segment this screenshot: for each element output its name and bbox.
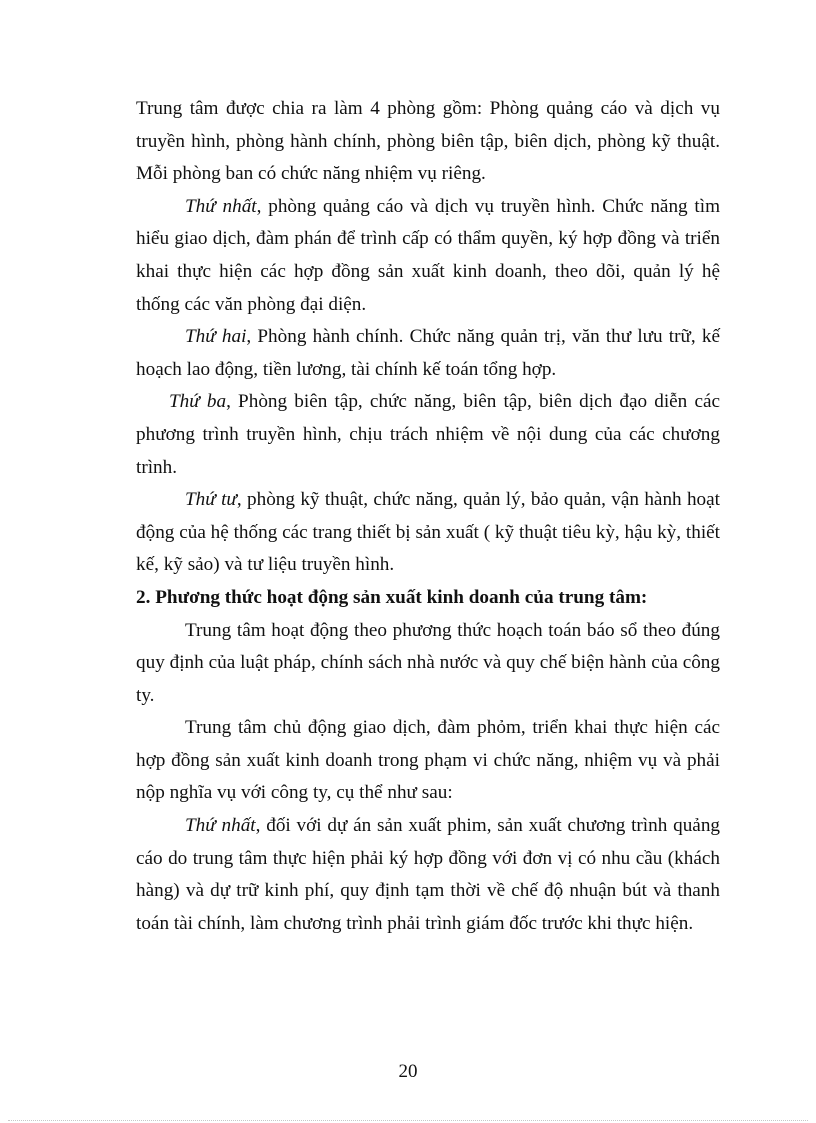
document-body [136,93,720,940]
section-heading: 2. Phương thức hoạt động sản xuất kinh doanh của trung tâm: [136,586,648,608]
page-number: 20 [398,1061,418,1082]
paragraph-first-department [136,191,720,321]
paragraph-text: , phòng quảng cáo và dịch vụ truyền hình. Chức năng tìm hiểu giao dịch, đàm phán để trình cấp có thẩm quyền, ký hợp đồng và triển khai thực hiện các hợp đồng sản xuất kinh doanh, theo dõi, quản lý hệ thống các văn phòng đại diện. [136,195,721,315]
paragraph-text: , đối với dự án sản xuất phim, sản xuất chương trình quảng cáo do trung tâm thực hiện phải ký hợp đồng với đơn vị có nhu cầu (khách hàng) và dự trữ kinh phí, quy định tạm thời về chế độ nhuận bút và thanh toán tài chính, làm chương trình phải trình giám đốc trước khi thực hiện. [136,815,721,934]
paragraph-lead: Thứ hai [185,326,247,348]
paragraph-lead: Thứ tư [185,489,237,511]
paragraph-active-transactions: Trung tâm chủ động giao dịch, đàm phỏm, triển khai thực hiện các hợp đồng sản xuất kinh doanh trong phạm vi chức năng, nhiệm vụ và phải nộp nghĩa vụ với công ty, cụ thể như sau: [136,717,720,804]
paragraph-fourth-department [136,484,720,582]
paragraph-second-department [136,321,720,386]
paragraph-lead: Thứ nhất [185,195,257,217]
intro-paragraph: Trung tâm được chia ra làm 4 phòng gồm: Phòng quảng cáo và dịch vụ truyền hình, phòng hành chính, phòng biên tập, biên dịch, phòng kỹ thuật. Mỗi phòng ban có chức năng nhiệm vụ riêng. [136,98,720,185]
paragraph-text: , phòng kỹ thuật, chức năng, quản lý, bảo quản, vận hành hoạt động của hệ thống các trang thiết bị sản xuất ( kỹ thuật tiêu kỳ, hậu kỳ, thiết kế, kỹ sảo) và tư liệu truyền hình. [136,489,721,576]
paragraph-text: , Phòng biên tập, chức năng, biên tập, biên dịch đạo diễn các phương trình truyền hình, chịu trách nhiệm về nội dung của các chương trình. [136,391,720,478]
paragraph-lead: Thứ nhất [185,815,256,837]
paragraph-lead: Thứ ba [169,391,227,413]
page-bottom-divider [8,1120,808,1121]
paragraph-text: , Phòng hành chính. Chức năng quản trị, văn thư lưu trữ, kế hoạch lao động, tiền lương, tài chính kế toán tổng hợp. [136,326,720,380]
paragraph-third-department [136,386,720,484]
paragraph-film-projects [136,810,720,940]
paragraph-accounting-method: Trung tâm hoạt động theo phương thức hoạch toán báo sổ theo đúng quy định của luật pháp, chính sách nhà nước và quy chế biện hành của công ty. [136,619,720,706]
